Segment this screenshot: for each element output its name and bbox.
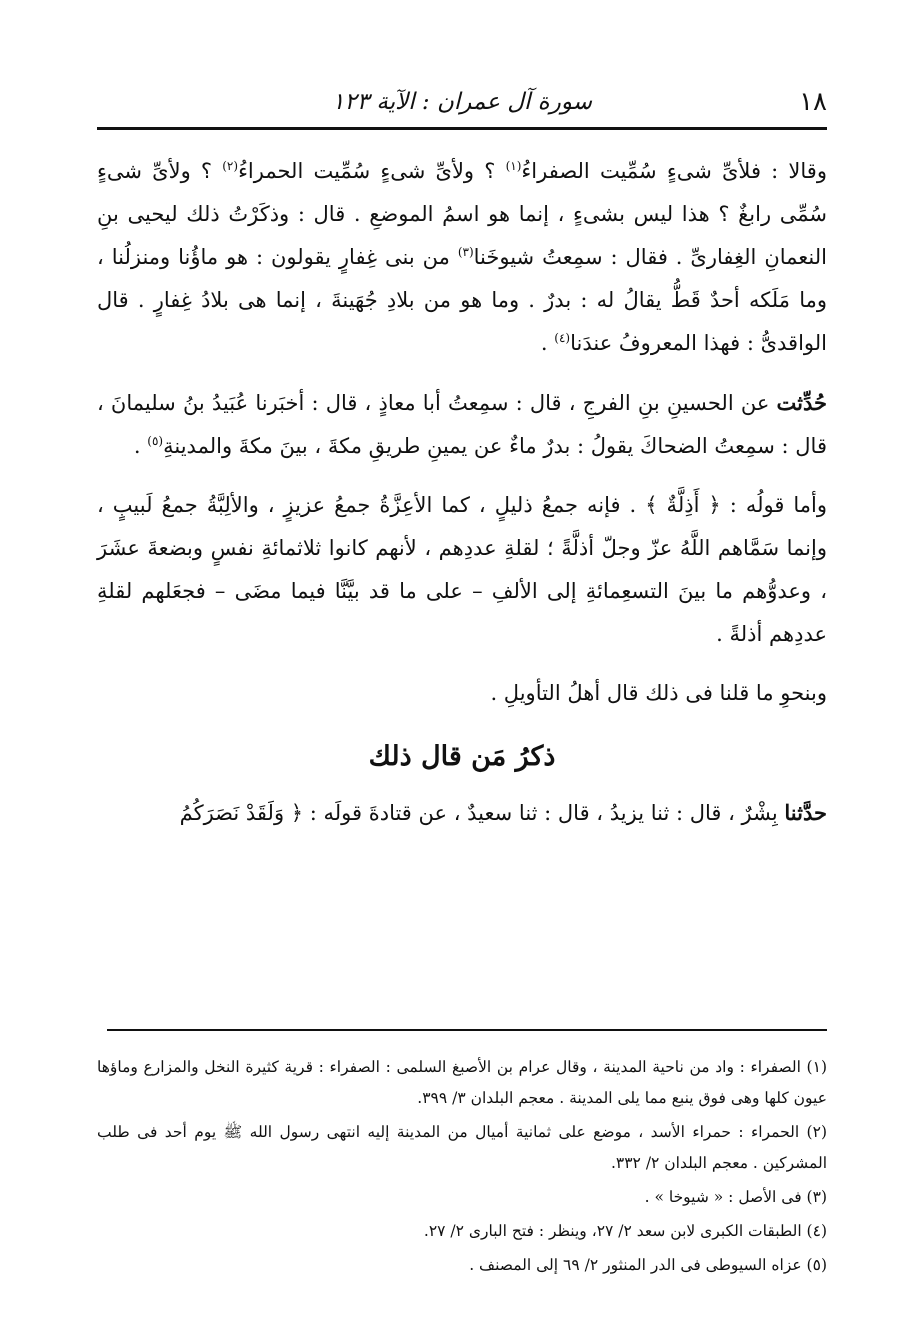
narration-lead-2: حُدِّثت [776,390,827,415]
paragraph-4: وبنحوِ ما قلنا فى ذلك قال أهلُ التأويلِ . [490,681,827,705]
paragraph-2 [97,381,827,468]
page-header [97,82,827,122]
header-rule [97,127,827,130]
paragraph-1-text-c: ؟ ولأىِّ شىءٍ سُمِّى رابغٌ ؟ هذا ليس بشىءٍ ، إنما هو اسمُ الموضعِ . قال : وذكَرْتُ ذلك ليحيى بنِ النعمانِ الغِفارىِّ . فقال : سمِعتُ شيوخَنا [97,159,827,269]
paragraph-2-text: عن الحسينِ بنِ الفرجِ ، قال : سمِعتُ أبا معاذٍ ، قال : أخبَرنا عُبَيدُ بنُ سليمانَ ، قال : سمِعتُ الضحاكَ يقولُ : بدرٌ ماءٌ عن يمينِ طريقِ مكةَ ، بينَ مكةَ والمدينةِ [97,391,827,458]
paragraph-1-text-e: . [540,331,555,355]
paragraph-2-text-b: . [133,434,148,458]
footnote-2: (٢) الحمراء : حمراء الأسد ، موضع على ثمانية أميال من المدينة إليه انتهى رسول الله ﷺ يوم أحد فى طلب المشركين . معجم البلدان ٢/ ٣٣٢. [97,1123,827,1172]
footnote-ref-5: (٥) [147,434,164,448]
paragraph-1-text: وقالا : فلأىِّ شىءٍ سُمِّيت الصفراءُ [521,159,827,183]
paragraph-1-text-d: من بنى غِفارٍ يقولون : هو ماؤُنا ومنزلُنا ، وما مَلَكه أحدٌ قَطُّ يقالُ له : بدرٌ . وما هو من بلادِ جُهَينةَ ، إنما هى بلادُ غِفارٍ . قال الواقدىُّ : فهذا المعروفُ عندَنا [97,245,827,355]
footnote-5: (٥) عزاه السيوطى فى الدر المنثور ٢/ ٦٩ إلى المصنف . [469,1256,827,1274]
paragraph-1-text-b: ؟ ولأىِّ شىءٍ سُمِّيت الحمراءُ [238,159,506,183]
footnote-4: (٤) الطبقات الكبرى لابن سعد ٢/ ٢٧، وينظر : فتح البارى ٢/ ٢٧. [423,1222,827,1240]
footnote-ref-1: (١) [505,159,522,173]
footnote-ref-2: (٢) [222,159,239,173]
footnote-1: (١) الصفراء : واد من ناحية المدينة ، وقال عرام بن الأصبغ السلمى : الصفراء : قرية كثيرة النخل والمزارع وماؤها عيون كلها وهى فوق ينبع مما يلى المدينة . معجم البلدان ٣/ ٣٩٩. [97,1058,827,1107]
paragraph-5-text: بِشْرٌ ، قال : ثنا يزيدُ ، قال : ثنا سعيدٌ ، عن قتادةَ قولَه : ﴿ وَلَقَدْ نَصَرَكُمُ [179,801,785,825]
main-text [97,150,827,851]
section-heading: ذكرُ مَن قال ذلك [368,741,556,772]
paragraph-5 [97,791,827,835]
paragraph-1 [97,150,827,365]
page-number: ١٨ [799,87,827,117]
footnote-3: (٣) فى الأصل : « شيوخا » . [644,1188,827,1206]
footnotes [97,1052,827,1284]
footnote-ref-3: (٣) [457,245,474,259]
narration-lead-5: حدَّثنا [784,800,827,825]
footnote-ref-4: (٤) [554,331,571,345]
paragraph-3: وأما قولُه : ﴿ أَذِلَّةٌ ﴾ . فإنه جمعُ ذليلٍ ، كما الأعِزَّةُ جمعُ عزيزٍ ، والألِبَّةُ جمعُ لَبيبٍ ، وإنما سَمَّاهم اللَّهُ عزّ وجلّ أذلَّةً ؛ لقلةِ عددِهم ، لأنهم كانوا ثلاثمائةِ نفسٍ وبضعةَ عشَرَ ، وعدوُّهم ما بينَ التسعِمائةِ إلى الألفِ – على ما قد بيَّنَّا فيما مضَى – فجعَلهم لقلةِ عددِهم أذلةً . [97,493,827,646]
running-title: سورة آل عمران : الآية ١٢٣ [331,89,592,115]
footnote-rule [107,1029,827,1031]
